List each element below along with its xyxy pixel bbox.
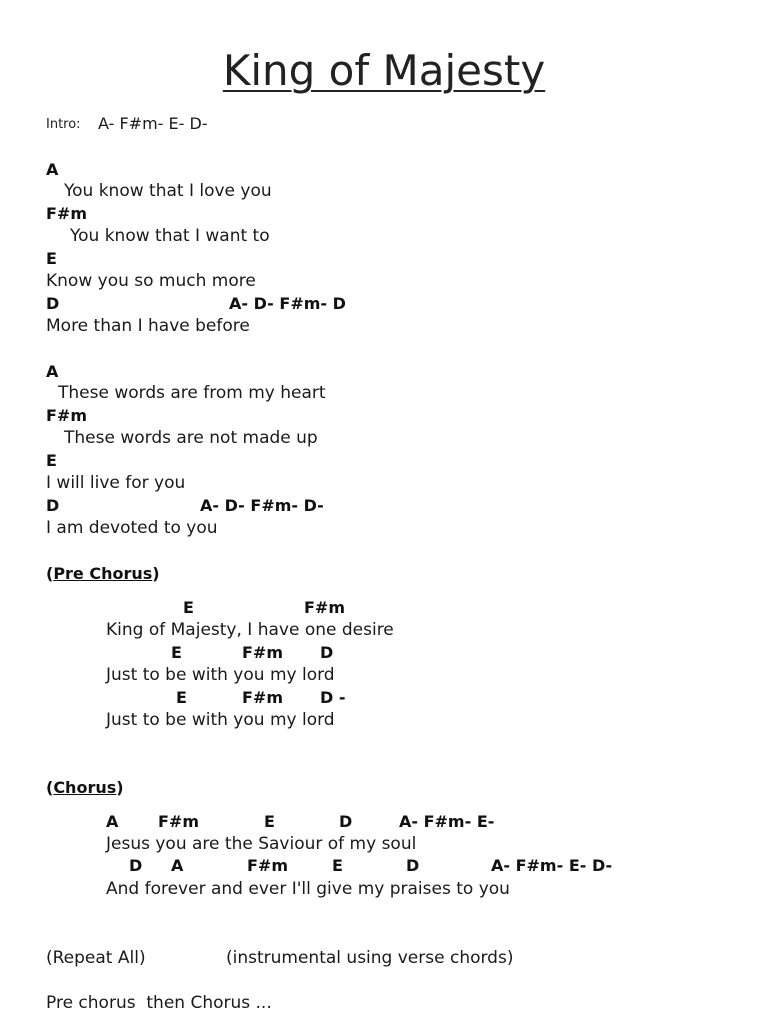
chord: F#m <box>158 812 200 831</box>
chorus-heading <box>46 780 124 796</box>
lyric-line: King of Majesty, I have one desire <box>106 620 394 640</box>
lyric-line: Jesus you are the Saviour of my soul <box>106 834 417 854</box>
chord-sequence: A- D- F#m- D <box>229 294 346 313</box>
lyric-line: These words are from my heart <box>58 383 326 403</box>
chord: A <box>171 856 184 875</box>
repeat-note: (Repeat All) <box>46 948 146 968</box>
chord: F#m <box>247 856 289 875</box>
lyric-line: More than I have before <box>46 316 250 336</box>
chord: E <box>264 812 275 831</box>
chord: F#m <box>46 406 88 425</box>
chord-sequence: A- F#m- E- <box>399 812 495 831</box>
chord: A <box>46 160 59 179</box>
song-title: King of Majesty <box>222 46 546 95</box>
chord: A <box>46 362 59 381</box>
chord: D - <box>320 688 346 707</box>
chord: F#m <box>242 688 284 707</box>
chord: E <box>46 451 57 470</box>
paren-open: ( <box>46 778 54 797</box>
pre-chorus-heading <box>46 566 160 582</box>
chord: E <box>171 643 182 662</box>
ending-note: Pre chorus then Chorus ... <box>46 993 272 1013</box>
chord: E <box>332 856 343 875</box>
chord: E <box>176 688 187 707</box>
chord: D <box>46 294 60 313</box>
chord: D <box>320 643 334 662</box>
chord: F#m <box>242 643 284 662</box>
lyric-line: Just to be with you my lord <box>106 665 335 685</box>
lyric-line: Know you so much more <box>46 271 256 291</box>
lyric-line: Just to be with you my lord <box>106 710 335 730</box>
chord: F#m <box>46 204 88 223</box>
lyric-line: You know that I want to <box>70 226 270 246</box>
chord: A <box>106 812 119 831</box>
chord: E <box>46 249 57 268</box>
lyric-line: You know that I love you <box>64 181 272 201</box>
chord: E <box>183 598 194 617</box>
chord: F#m <box>304 598 346 617</box>
chord: D <box>129 856 143 875</box>
paren-close: ) <box>152 564 160 583</box>
instrumental-note: (instrumental using verse chords) <box>226 948 514 968</box>
intro-chords: A- F#m- E- D- <box>98 114 208 133</box>
paren-open: ( <box>46 564 54 583</box>
chord: D <box>406 856 420 875</box>
chord: D <box>46 496 60 515</box>
pre-chorus-label: Pre Chorus <box>53 564 153 583</box>
lyric-line: And forever and ever I'll give my praises to you <box>106 879 510 899</box>
lyric-line: I am devoted to you <box>46 518 218 538</box>
chorus-label: Chorus <box>53 778 117 797</box>
intro-label: Intro: <box>46 117 81 132</box>
lyric-line: These words are not made up <box>64 428 318 448</box>
lyric-line: I will live for you <box>46 473 186 493</box>
chord-sequence: A- D- F#m- D- <box>200 496 324 515</box>
chord: D <box>339 812 353 831</box>
paren-close: ) <box>116 778 124 797</box>
chord-sequence: A- F#m- E- D- <box>491 856 613 875</box>
